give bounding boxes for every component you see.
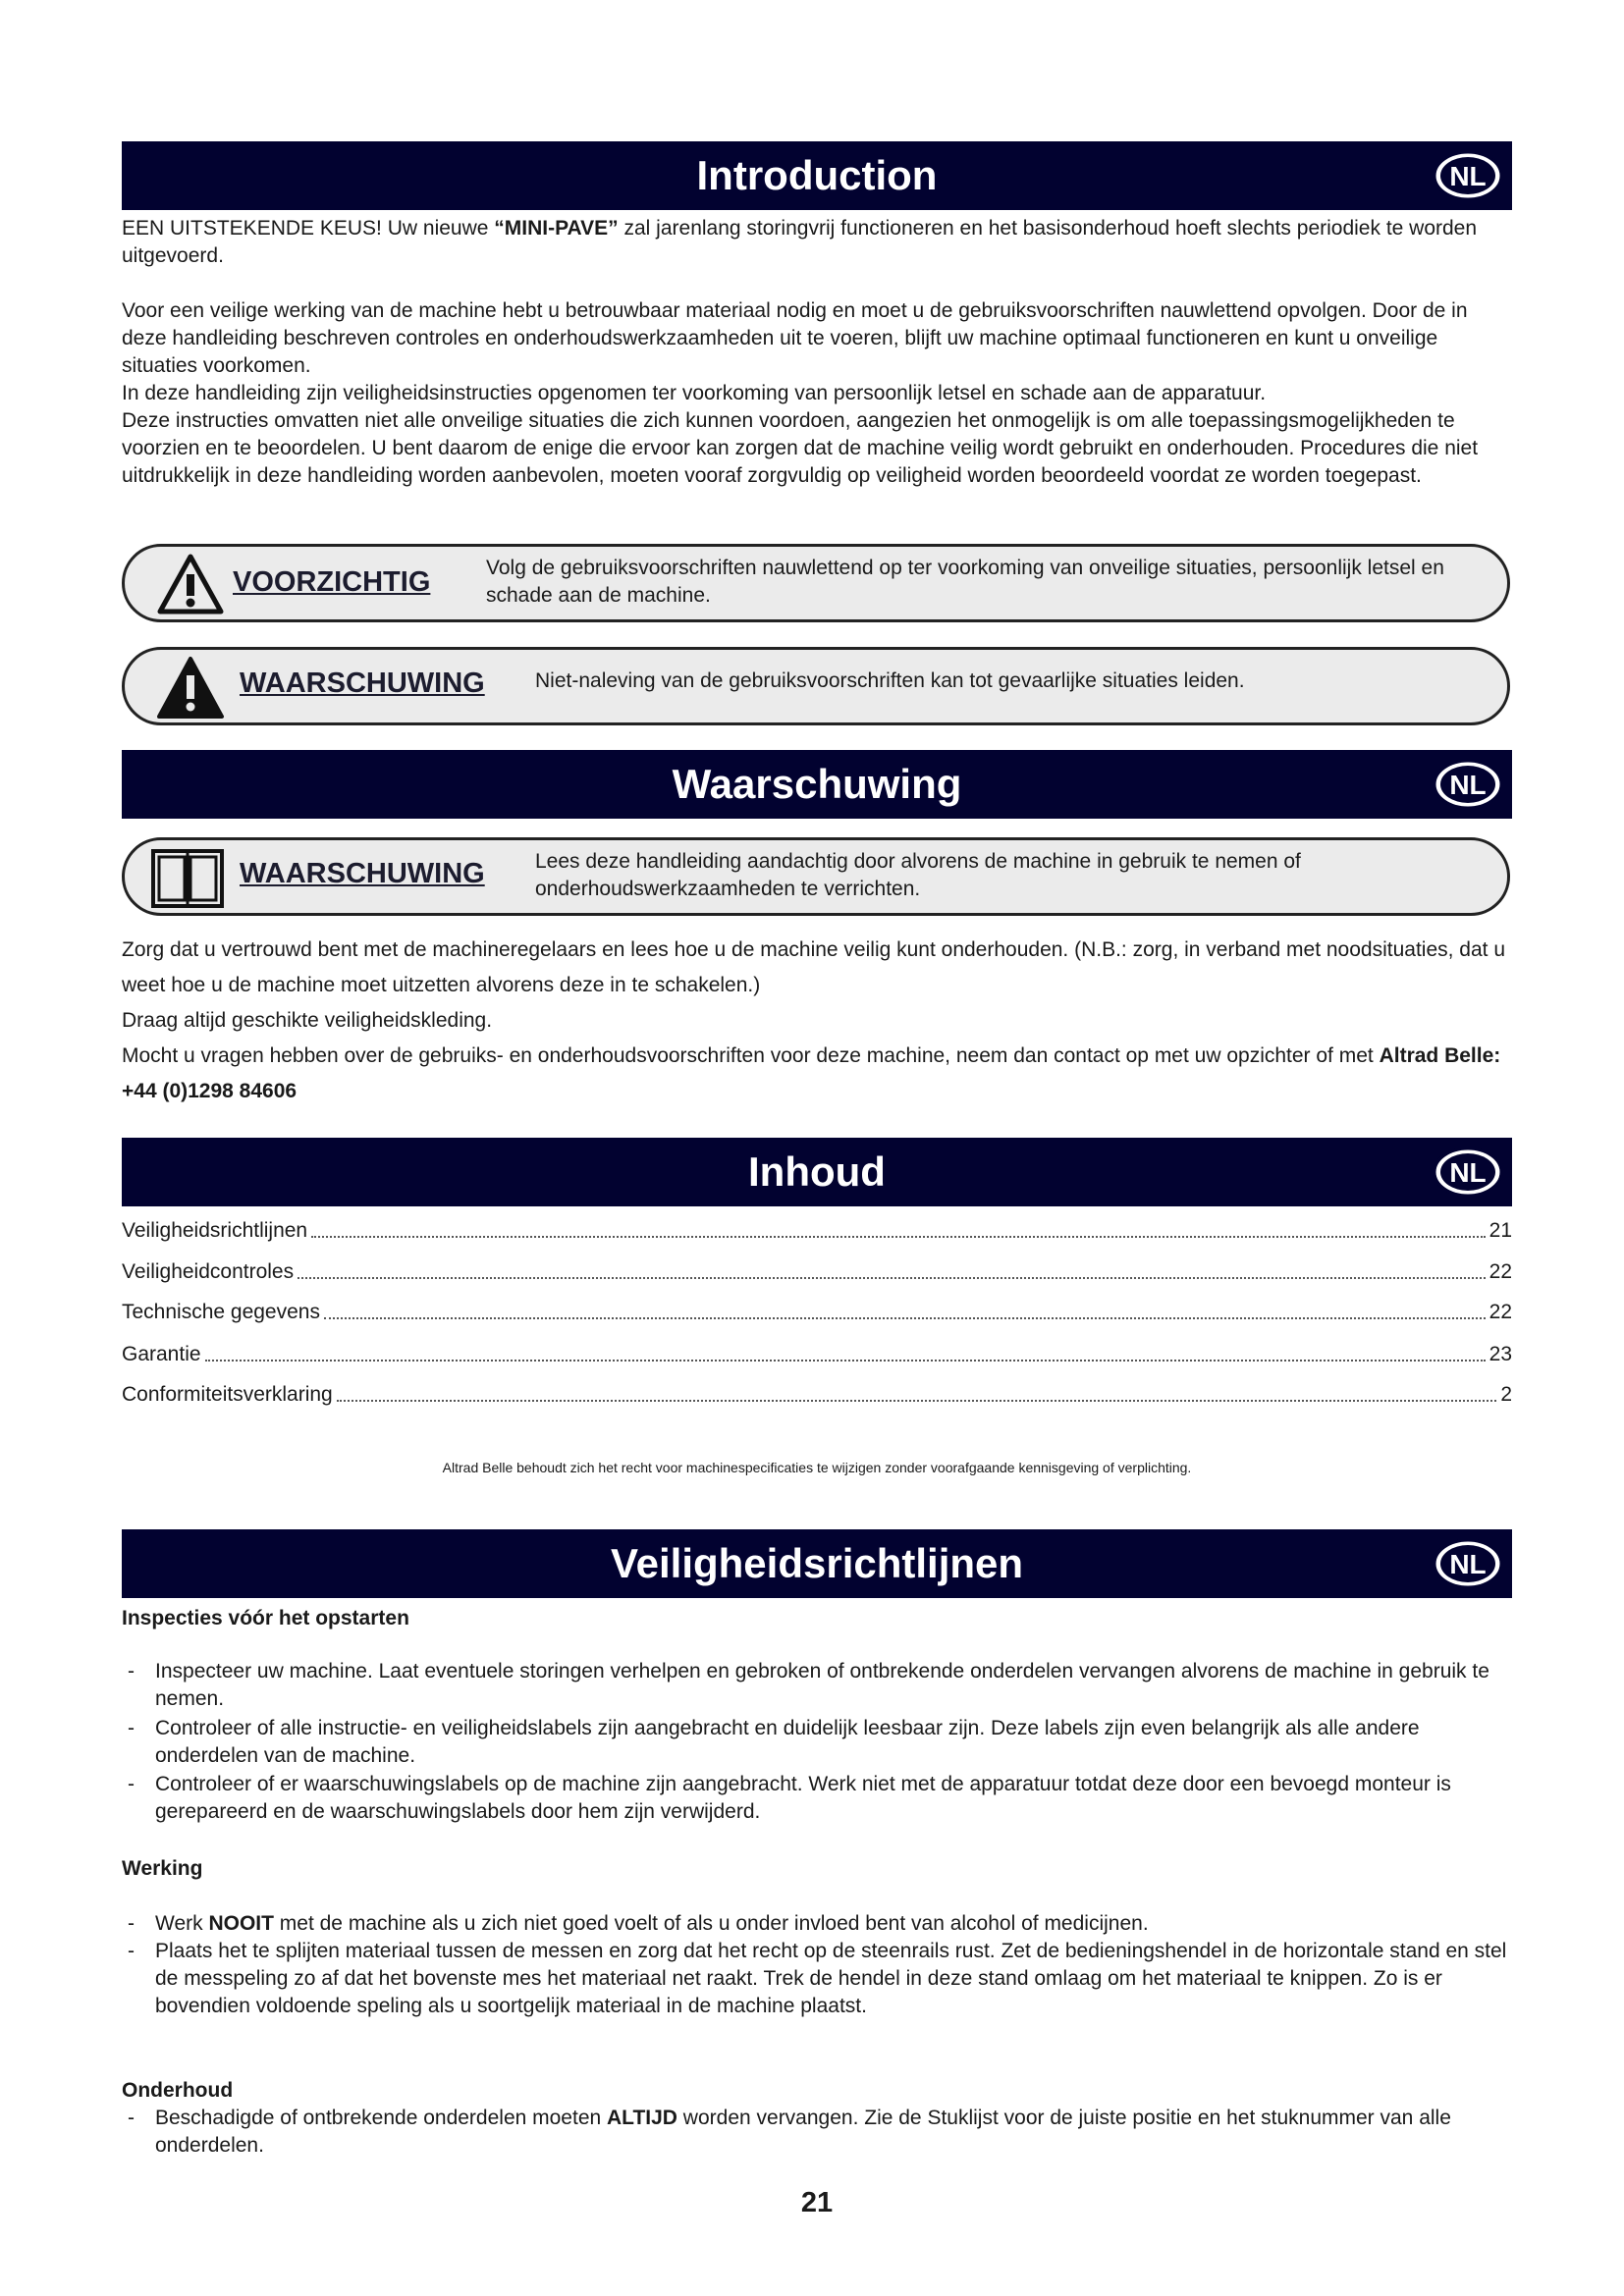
- toc-leader: [337, 1380, 1497, 1402]
- intro-paragraph-2: Voor een veilige werking van de machine hebt u betrouwbaar materiaal nodig en moet u de gebruiksvoorschriften nauwlettend opvolgen. Door de in deze handleiding beschreven controles en onderhoudswerkzaamheden uit te voeren, blijft uw machine optimaal functioneren en kunt u onveilige situaties voorkomen.: [122, 299, 1468, 377]
- toc-entry-name: Technische gegevens: [122, 1301, 320, 1323]
- section-bar-waarschuwing: [122, 750, 1512, 819]
- intro-paragraph-3: In deze handleiding zijn veiligheidsinstructies opgenomen ter voorkoming van persoonlijk letsel en schade aan de apparatuur.: [122, 382, 1267, 404]
- manual-warning-callout: [122, 837, 1510, 916]
- manual-book-icon: [150, 848, 225, 914]
- toc-entry-name: Conformiteitsverklaring: [122, 1383, 333, 1406]
- manual-warning-label: WAARSCHUWING: [240, 858, 485, 889]
- manual-page: [122, 0, 1512, 2296]
- intro-paragraph-4: Deze instructies omvatten niet alle onveilige situaties die zich kunnen voordoen, aangezien het onmogelijk is om alle toepassingsmogelijkheden te voorzien en te beoordelen. U bent daarom de enige die ervoor kan zorgen dat de machine veilig wordt gebruikt en onderhouden. Procedures die niet uitdrukkelijk in deze handleiding worden aanbevolen, moeten vooraf zorgvuldig op veiligheid worden beoordeeld voordat ze worden toegepast.: [122, 409, 1479, 487]
- section-bar-introduction: [122, 141, 1512, 210]
- toc-leader: [205, 1340, 1486, 1362]
- maintenance-heading: Onderhoud: [122, 2079, 234, 2102]
- intro-paragraph-1: EEN UITSTEKENDE KEUS! Uw nieuwe “MINI-PAVE” zal jarenlang storingvrij functioneren en het basisonderhoud hoeft slechts periodiek te worden uitgevoerd.: [122, 217, 1478, 267]
- section-bar-veiligheid: [122, 1529, 1512, 1598]
- svg-text:NL: NL: [1449, 161, 1487, 191]
- list-item: - Plaats het te splijten materiaal tussen de messen en zorg dat het recht op de steenrails rust. Zet de bedieningshendel in de horizontale stand en stel de messpeling zo af dat het bovenste mes het materiaal net raakt. Trek de hendel in deze stand omlaag om het materiaal te knippen. Zo is er bovendien voldoende speling als u soortgelijk materiaal in de machine plaatst.: [128, 1940, 1507, 2017]
- nl-language-icon: [1428, 146, 1508, 205]
- page-number: 21: [800, 2187, 834, 2218]
- manual-warning-text: Lees deze handleiding aandachtig door alvorens de machine in gebruik te nemen of onderhoudswerkzaamheden te verrichten.: [535, 850, 1301, 900]
- svg-text:NL: NL: [1449, 1157, 1487, 1188]
- list-dash: -: [128, 1912, 135, 1935]
- toc-leader: [324, 1298, 1486, 1319]
- list-item: - Controleer of alle instructie- en veiligheidslabels zijn aangebracht en duidelijk leesbaar zijn. Deze labels zijn even belangrijk als alle andere onderdelen van de machine.: [128, 1717, 1420, 1767]
- warning-callout: [122, 647, 1510, 725]
- nl-language-icon: [1428, 755, 1508, 814]
- list-dash: -: [128, 1940, 135, 1962]
- toc-entry-name: Garantie: [122, 1343, 201, 1365]
- toc-row[interactable]: [122, 1257, 1512, 1287]
- work-heading: Werking: [122, 1857, 203, 1880]
- inspect-heading: Inspecties vóór het opstarten: [122, 1607, 409, 1629]
- section-title-inhoud: Inhoud: [748, 1148, 886, 1195]
- caution-callout: [122, 544, 1510, 622]
- section-bar-inhoud: [122, 1138, 1512, 1206]
- toc-entry-page: 23: [1489, 1343, 1512, 1365]
- section-title-introduction: Introduction: [696, 152, 938, 198]
- caution-text: Volg de gebruiksvoorschriften nauwlettend op ter voorkoming van onveilige situaties, persoonlijk letsel en schade aan de machine.: [486, 557, 1444, 607]
- svg-text:NL: NL: [1449, 770, 1487, 800]
- toc-entry-page: 21: [1489, 1219, 1512, 1242]
- specification-disclaimer: Altrad Belle behoudt zich het recht voor machinespecificaties te wijzigen zonder voorafgaande kennisgeving of verplichting.: [442, 1460, 1192, 1475]
- nl-language-icon: [1428, 1143, 1508, 1201]
- toc-row[interactable]: [122, 1340, 1512, 1369]
- toc-row[interactable]: [122, 1298, 1512, 1327]
- warning-paragraph-3: Mocht u vragen hebben over de gebruiks- en onderhoudsvoorschriften voor deze machine, neem dan contact op met uw opzichter of met Altrad Belle: +44 (0)1298 84606: [122, 1044, 1501, 1102]
- toc-row[interactable]: [122, 1380, 1512, 1410]
- caution-label: VOORZICHTIG: [233, 566, 431, 598]
- warning-paragraph-2: Draag altijd geschikte veiligheidskleding.: [122, 1009, 493, 1032]
- toc-entry-page: 22: [1489, 1260, 1512, 1283]
- section-title-veiligheid: Veiligheidsrichtlijnen: [610, 1540, 1024, 1586]
- list-item: - Werk NOOIT met de machine als u zich niet goed voelt of als u onder invloed bent van alcohol of medicijnen.: [122, 1910, 1512, 1938]
- list-dash: -: [128, 2107, 135, 2129]
- toc-row[interactable]: [122, 1216, 1512, 1246]
- list-item: - Inspecteer uw machine. Laat eventuele storingen verhelpen en gebroken of ontbrekende onderdelen vervangen alvorens de machine in gebruik te nemen.: [128, 1660, 1489, 1710]
- nl-language-icon: [1428, 1534, 1508, 1593]
- svg-text:NL: NL: [1449, 1549, 1487, 1579]
- toc-entry-page: 22: [1489, 1301, 1512, 1323]
- warning-paragraph-1: Zorg dat u vertrouwd bent met de machineregelaars en lees hoe u de machine veilig kunt onderhouden. (N.B.: zorg, in verband met noodsituaties, dat u weet hoe u de machine moet uitzetten alvorens deze in te schakelen.): [122, 938, 1505, 996]
- list-dash: -: [128, 1773, 135, 1795]
- list-item: - Controleer of er waarschuwingslabels op de machine zijn aangebracht. Werk niet met de apparatuur totdat deze door een bevoegd monteur is gerepareerd en de waarschuwingslabels door hem zijn verwijderd.: [128, 1773, 1451, 1823]
- toc-entry-name: Veiligheidsrichtlijnen: [122, 1219, 308, 1242]
- toc-entry-page: 2: [1500, 1383, 1512, 1406]
- toc-leader: [298, 1257, 1486, 1279]
- toc-leader: [311, 1216, 1486, 1238]
- list-dash: -: [128, 1660, 135, 1682]
- caution-triangle-icon: [156, 553, 225, 620]
- list-item: - Beschadigde of ontbrekende onderdelen moeten ALTIJD worden vervangen. Zie de Stuklijst voor de juiste positie en het stuknummer van alle onderdelen.: [128, 2107, 1451, 2157]
- warning-text: Niet-naleving van de gebruiksvoorschriften kan tot gevaarlijke situaties leiden.: [535, 669, 1245, 692]
- warning-triangle-icon: [156, 656, 225, 725]
- list-dash: -: [128, 1717, 135, 1739]
- warning-label: WAARSCHUWING: [240, 667, 485, 699]
- section-title-waarschuwing: Waarschuwing: [672, 761, 962, 807]
- contact-phone: Altrad Belle: +44 (0)1298 84606: [122, 1044, 1501, 1102]
- toc-entry-name: Veiligheidcontroles: [122, 1260, 295, 1283]
